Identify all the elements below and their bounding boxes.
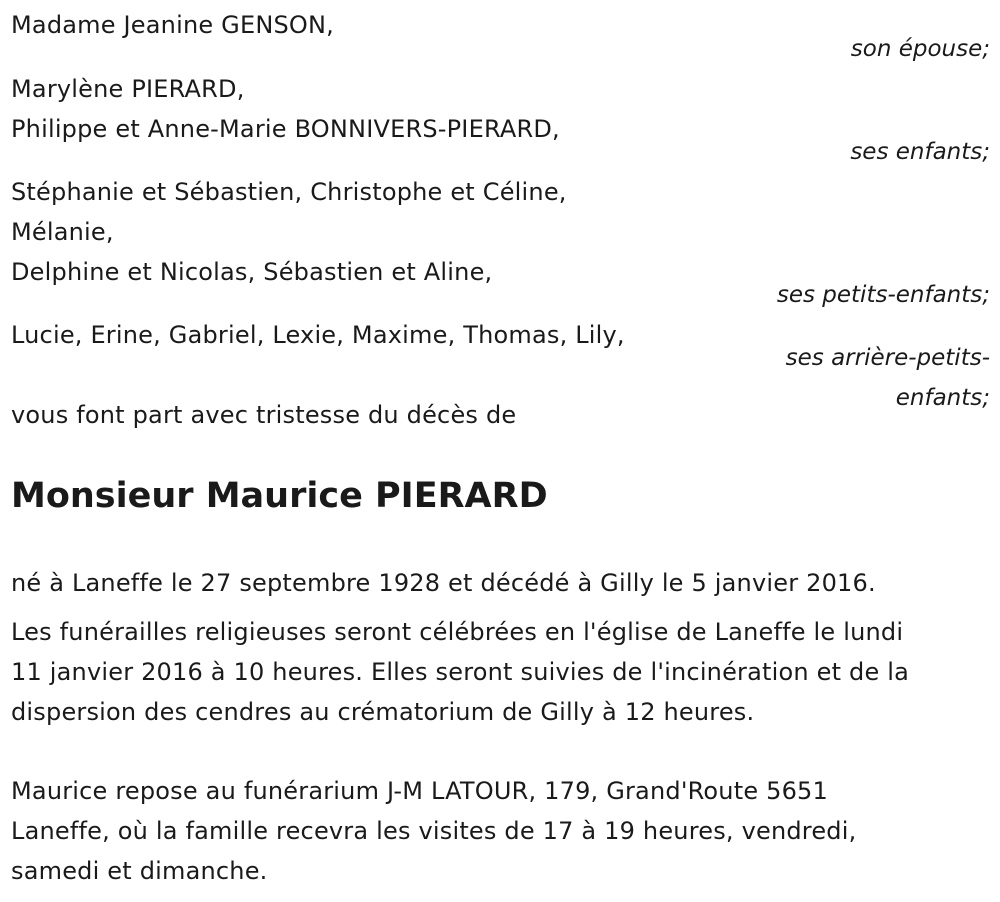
child-name: Marylène PIERARD, <box>11 75 245 103</box>
funeral-text-line: 11 janvier 2016 à 10 heures. Elles seront suivies de l'incinération et de la <box>11 658 910 686</box>
grandchildren-line: Stéphanie et Sébastien, Christophe et Céline, <box>11 178 567 206</box>
child-name: Philippe et Anne-Marie BONNIVERS-PIERARD, <box>11 115 560 143</box>
grandchildren-role: ses petits-enfants; <box>776 282 990 308</box>
visitation-text-line: samedi et dimanche. <box>11 857 268 885</box>
greatgrandchildren-role-cont: enfants; <box>895 385 990 411</box>
grandchildren-line: Mélanie, <box>11 218 114 246</box>
visitation-text-line: Laneffe, où la famille recevra les visites de 17 à 19 heures, vendredi, <box>11 817 857 845</box>
grandchildren-line: Delphine et Nicolas, Sébastien et Aline, <box>11 258 493 286</box>
children-role: ses enfants; <box>850 139 990 165</box>
spouse-name: Madame Jeanine GENSON, <box>11 11 334 39</box>
spouse-role: son épouse; <box>850 36 990 62</box>
announcement-text: vous font part avec tristesse du décès de <box>11 401 517 429</box>
greatgrandchildren-line: Lucie, Erine, Gabriel, Lexie, Maxime, Thomas, Lily, <box>11 321 625 349</box>
visitation-text-line: Maurice repose au funérarium J-M LATOUR, 179, Grand'Route 5651 <box>11 777 828 805</box>
deceased-name: Monsieur Maurice PIERARD <box>11 476 548 516</box>
birth-death-text: né à Laneffe le 27 septembre 1928 et décédé à Gilly le 5 janvier 2016. <box>11 569 876 597</box>
funeral-text-line: dispersion des cendres au crématorium de Gilly à 12 heures. <box>11 698 755 726</box>
funeral-text-line: Les funérailles religieuses seront célébrées en l'église de Laneffe le lundi <box>11 618 904 646</box>
greatgrandchildren-role: ses arrière-petits- <box>785 345 990 371</box>
